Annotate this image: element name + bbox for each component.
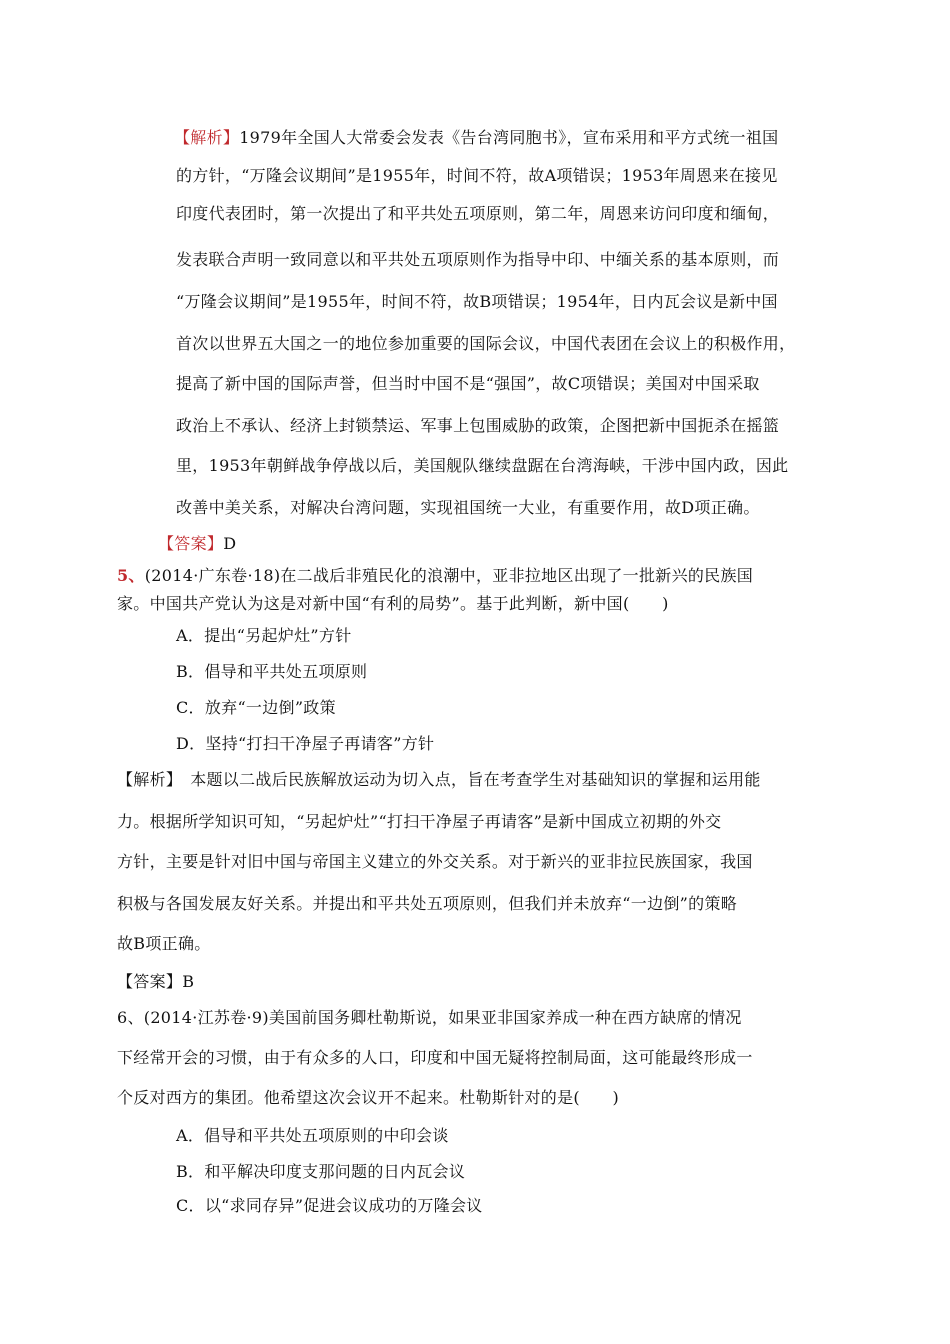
q4-analysis-line-4: 发表联合声明一致同意以和平共处五项原则作为指导中印、中缅关系的基本原则，而 <box>176 250 780 269</box>
q6-stem-line-1: 6、(2014·江苏卷·9)美国前国务卿杜勒斯说，如果亚非国家养成一种在西方缺席的情况 <box>117 1008 742 1027</box>
q4-analysis-line-9: 里，1953年朝鲜战争停战以后，美国舰队继续盘踞在台湾海峡，干涉中国内政，因此 <box>176 456 789 475</box>
q4-analysis-line-2: 的方针，“万隆会议期间”是1955年，时间不符，故A项错误；1953年周恩来在接见 <box>176 166 778 185</box>
q4-analysis-line-8: 政治上不承认、经济上封锁禁运、军事上包围威胁的政策，企图把新中国扼杀在摇篮 <box>176 416 780 435</box>
q5-stem-line-2: 家。中国共产党认为这是对新中国“有利的局势”。基于此判断，新中国( ) <box>117 594 669 613</box>
q5-analysis-line-1 <box>117 770 761 790</box>
q5-answer-label: 【答案】 <box>117 972 183 991</box>
q4-answer-value: D <box>223 534 237 553</box>
q4-answer-label: 【答案】 <box>158 534 224 553</box>
q4-analysis-line-3: 印度代表团时，第一次提出了和平共处五项原则，第二年，周恩来访问印度和缅甸， <box>176 204 780 223</box>
q4-analysis-line-1 <box>174 128 778 148</box>
q5-option-a: A．提出“另起炉灶”方针 <box>176 626 352 645</box>
q4-analysis-line-5: “万隆会议期间”是1955年，时间不符，故B项错误；1954年，日内瓦会议是新中国 <box>176 292 778 311</box>
q5-analysis-line-5: 故B项正确。 <box>117 934 211 953</box>
q4-analysis-text-1: 1979年全国人大常委会发表《告台湾同胞书》，宣布采用和平方式统一祖国 <box>239 128 779 147</box>
q5-stem-text-1: (2014·广东卷·18)在二战后非殖民化的浪潮中，亚非拉地区出现了一批新兴的民族国 <box>144 566 754 585</box>
q5-analysis-line-2: 力。根据所学知识可知，“另起炉灶”“打扫干净屋子再请客”是新中国成立初期的外交 <box>117 812 722 831</box>
q5-analysis-line-3: 方针，主要是针对旧中国与帝国主义建立的外交关系。对于新兴的亚非拉民族国家，我国 <box>117 852 753 871</box>
q6-stem-line-3: 个反对西方的集团。他希望这次会议开不起来。杜勒斯针对的是( ) <box>117 1088 620 1107</box>
q6-stem-line-2: 下经常开会的习惯，由于有众多的人口，印度和中国无疑将控制局面，这可能最终形成一 <box>117 1048 753 1067</box>
q5-answer-value: B <box>182 972 195 991</box>
q5-analysis-text-1: 本题以二战后民族解放运动为切入点，旨在考查学生对基础知识的掌握和运用能 <box>190 770 761 789</box>
q4-analysis-line-7: 提高了新中国的国际声誉，但当时中国不是“强国”，故C项错误；美国对中国采取 <box>176 374 760 393</box>
q5-option-d: D．坚持“打扫干净屋子再请客”方针 <box>176 734 435 753</box>
q4-answer <box>158 534 236 554</box>
q4-analysis-label: 【解析】 <box>174 128 240 147</box>
q4-analysis-line-10: 改善中美关系，对解决台湾问题，实现祖国统一大业，有重要作用，故D项正确。 <box>176 498 760 517</box>
q5-analysis-line-4: 积极与各国发展友好关系。并提出和平共处五项原则，但我们并未放弃“一边倒”的策略 <box>117 894 738 913</box>
q5-stem-line-1 <box>117 566 753 586</box>
q6-option-b: B．和平解决印度支那问题的日内瓦会议 <box>176 1162 466 1181</box>
q5-answer <box>117 972 194 992</box>
q6-option-a: A．倡导和平共处五项原则的中印会谈 <box>176 1126 449 1145</box>
q5-analysis-label: 【解析】 <box>117 770 183 789</box>
q5-option-c: C．放弃“一边倒”政策 <box>176 698 336 717</box>
q5-option-b: B．倡导和平共处五项原则 <box>176 662 368 681</box>
q6-option-c: C．以“求同存异”促进会议成功的万隆会议 <box>176 1196 483 1215</box>
q4-analysis-line-6: 首次以世界五大国之一的地位参加重要的国际会议，中国代表团在会议上的积极作用， <box>176 334 796 353</box>
q5-number: 5、 <box>117 566 145 585</box>
